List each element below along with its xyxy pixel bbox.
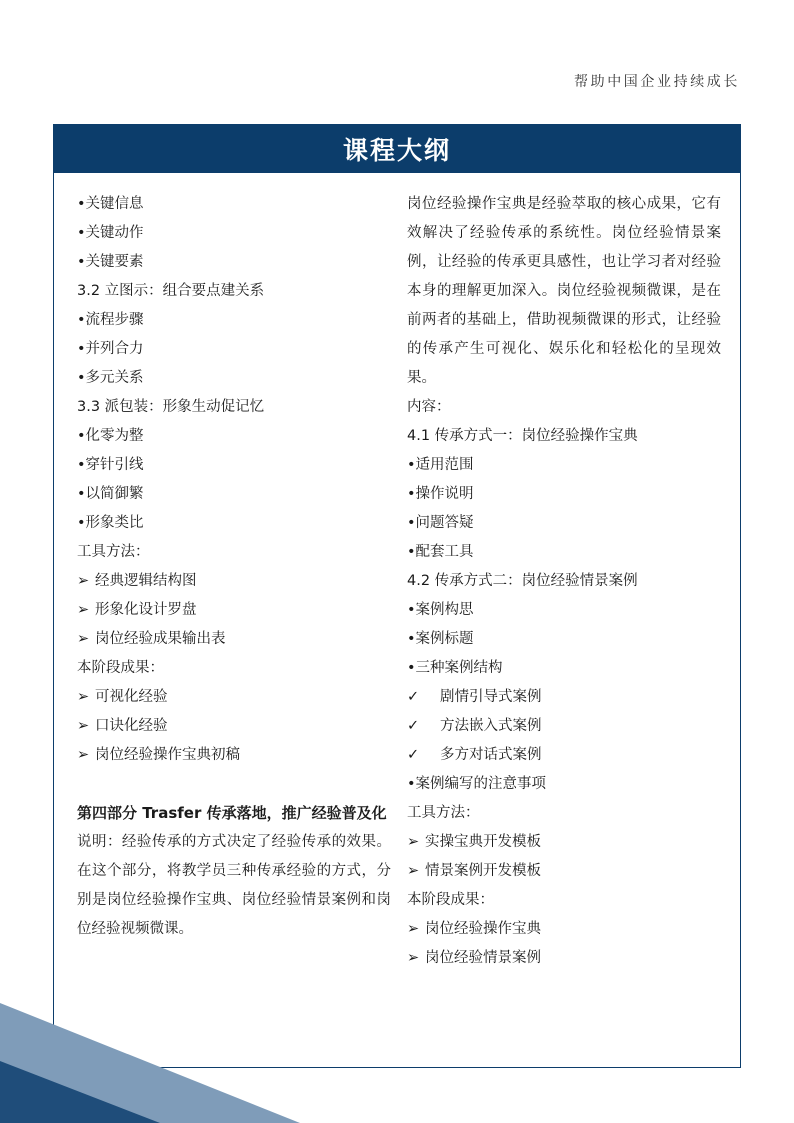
arrow-bullet-icon: ➢ <box>407 950 420 966</box>
arrow-bullet-icon: ➢ <box>77 747 90 763</box>
tool-item: ➢ 形象化设计罗盘 <box>77 596 391 625</box>
section4-intro: 岗位经验操作宝典是经验萃取的核心成果，它有效解决了经验传承的系统性。岗位经验情景案例，让经验的传承更具感性，也让学习者对经验本身的理解更加深入。岗位经验视频微课，是在前两者的基础上，借助视频微课的形式，让经验的传承产生可视化、娱乐化和轻松化的呈现效果。 <box>407 196 721 386</box>
result-item: ➢ 可视化经验 <box>77 683 391 712</box>
arrow-bullet-icon: ➢ <box>77 718 90 734</box>
right-column <box>407 190 721 973</box>
tool-item: ➢ 经典逻辑结构图 <box>77 567 391 596</box>
check-item: ✓ 多方对话式案例 <box>407 741 721 770</box>
arrow-bullet-icon: ➢ <box>407 921 420 937</box>
corner-decoration <box>0 1003 300 1123</box>
section4-heading: 第四部分 Trasfer 传承落地，推广经验普及化 <box>77 804 387 822</box>
subsection-heading: 4.1 传承方式一：岗位经验操作宝典 <box>407 428 638 444</box>
results-label: 本阶段成果： <box>77 660 164 676</box>
subsection-heading: 4.2 传承方式二：岗位经验情景案例 <box>407 573 638 589</box>
list-item: •并列合力 <box>77 341 144 357</box>
list-item: •化零为整 <box>77 428 144 444</box>
result-item: ➢ 口诀化经验 <box>77 712 391 741</box>
arrow-bullet-icon: ➢ <box>77 631 90 647</box>
list-item: •以简御繁 <box>77 486 144 502</box>
left-column <box>77 190 391 944</box>
list-item: •配套工具 <box>407 544 474 560</box>
result-item: ➢ 岗位经验操作宝典 <box>407 915 721 944</box>
list-item: •关键要素 <box>77 254 144 270</box>
spacer <box>77 770 391 799</box>
check-item: ✓ 剧情引导式案例 <box>407 683 721 712</box>
list-item: •案例构思 <box>407 602 474 618</box>
results-label: 本阶段成果： <box>407 892 494 908</box>
tool-item: ➢ 岗位经验成果输出表 <box>77 625 391 654</box>
tool-item: ➢ 情景案例开发模板 <box>407 857 721 886</box>
result-item: ➢ 岗位经验情景案例 <box>407 944 721 973</box>
check-icon: ✓ <box>407 718 420 734</box>
result-item: ➢ 岗位经验操作宝典初稿 <box>77 741 391 770</box>
list-item: •案例编写的注意事项 <box>407 776 547 792</box>
header-tagline: 帮助中国企业持续成长 <box>574 74 740 90</box>
check-item: ✓ 方法嵌入式案例 <box>407 712 721 741</box>
list-item: •关键动作 <box>77 225 144 241</box>
arrow-bullet-icon: ➢ <box>407 863 420 879</box>
outline-title: 课程大纲 <box>54 125 740 173</box>
list-item: •适用范围 <box>407 457 474 473</box>
arrow-bullet-icon: ➢ <box>407 834 420 850</box>
arrow-bullet-icon: ➢ <box>77 689 90 705</box>
list-item: •操作说明 <box>407 486 474 502</box>
tool-item: ➢ 实操宝典开发模板 <box>407 828 721 857</box>
section4-description: 说明：经验传承的方式决定了经验传承的效果。在这个部分，将教学员三种传承经验的方式，分别是岗位经验操作宝典、岗位经验情景案例和岗位经验视频微课。 <box>77 834 391 937</box>
arrow-bullet-icon: ➢ <box>77 602 90 618</box>
list-item: •多元关系 <box>77 370 144 386</box>
arrow-bullet-icon: ➢ <box>77 573 90 589</box>
tools-label: 工具方法： <box>407 805 480 821</box>
check-icon: ✓ <box>407 747 420 763</box>
content-label: 内容： <box>407 399 451 415</box>
list-item: •穿针引线 <box>77 457 144 473</box>
subsection-heading: 3.3 派包装：形象生动促记忆 <box>77 399 265 415</box>
subsection-heading: 3.2 立图示：组合要点建关系 <box>77 283 265 299</box>
list-item: •三种案例结构 <box>407 660 503 676</box>
tools-label: 工具方法： <box>77 544 150 560</box>
list-item: •关键信息 <box>77 196 144 212</box>
outline-frame <box>53 124 741 1068</box>
check-icon: ✓ <box>407 689 420 705</box>
list-item: •案例标题 <box>407 631 474 647</box>
list-item: •问题答疑 <box>407 515 474 531</box>
list-item: •流程步骤 <box>77 312 144 328</box>
list-item: •形象类比 <box>77 515 144 531</box>
